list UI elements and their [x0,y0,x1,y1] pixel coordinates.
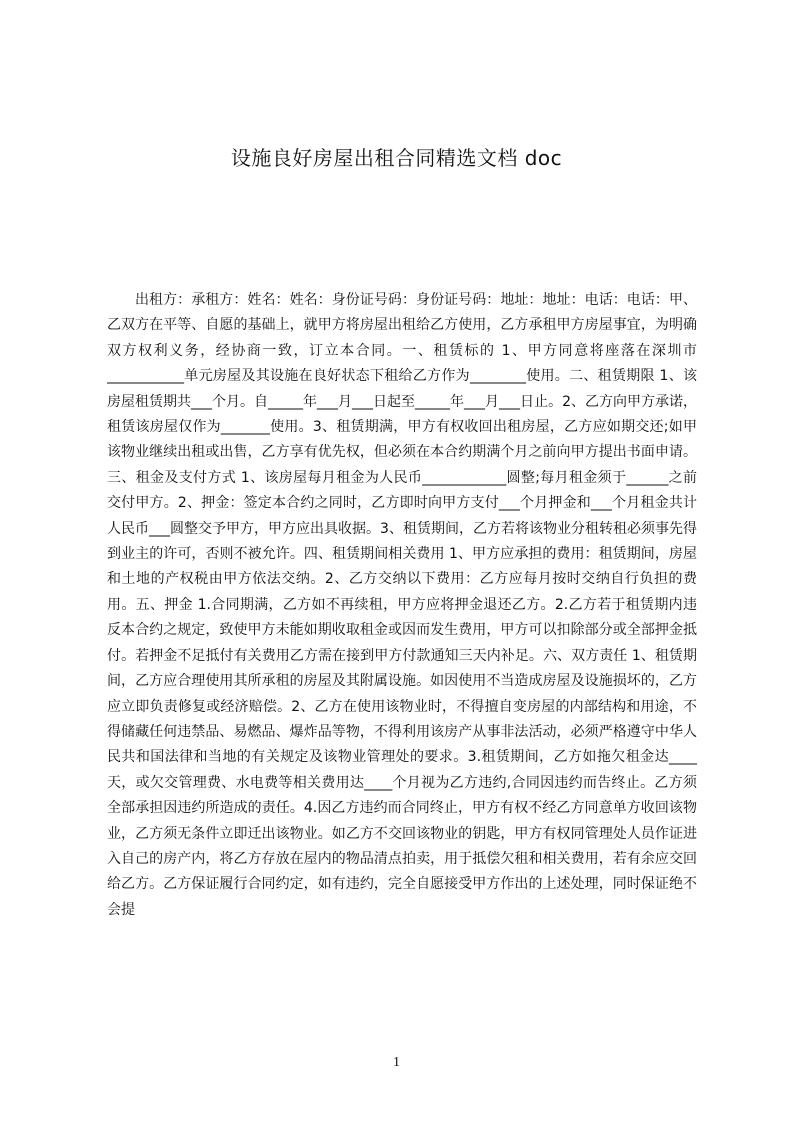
document-title: 设施良好房屋出租合同精选文档 doc [230,146,563,170]
document-body [107,288,697,1028]
page-number: 1 [393,1055,400,1070]
body-paragraph: 出租方：承租方：姓名：姓名：身份证号码：身份证号码：地址：地址：电话：电话：甲、乙双方在平等、自愿的基础上，就甲方将房屋出租给乙方使用，乙方承租甲方房屋事宜，为明确双方权利义务，经协商一致，订立本合同。一、租赁标的 1、甲方同意将座落在深圳市___________单元房屋及其设施在良好状态下租给乙方作为________使用。二、租赁期限 1、该房屋租赁期共___个月。自_____年___月___日起至_____年___月___日止。2、乙方向甲方承诺，租赁该房屋仅作为_______使用。3、租赁期满，甲方有权收回出租房屋，乙方应如期交还;如甲该物业继续出租或出售，乙方享有优先权，但必须在本合约期满个月之前向甲方提出书面申请。三、租金及支付方式 1、该房屋每月租金为人民币____________圆整;每月租金须于______之前交付甲方。2、押金：签定本合约之同时，乙方即时向甲方支付___个月押金和___个月租金共计人民币___圆整交予甲方，甲方应出具收据。3、租赁期间，乙方若将该物业分租转租必须事先得到业主的许可，否则不被允许。四、租赁期间相关费用 1、甲方应承担的费用：租赁期间，房屋和土地的产权税由甲方依法交纳。2、乙方交纳以下费用：乙方应每月按时交纳自行负担的费用。五、押金 1.合同期满，乙方如不再续租，甲方应将押金退还乙方。2.乙方若于租赁期内违反本合约之规定，致使甲方未能如期收取租金或因而发生费用，甲方可以扣除部分或全部押金抵付。若押金不足抵付有关费用乙方需在接到甲方付款通知三天内补足。六、双方责任 1、租赁期间，乙方应合理使用其所承租的房屋及其附属设施。如因使用不当造成房屋及设施损坏的，乙方应立即负责修复或经济赔偿。2、乙方在使用该物业时，不得擅自变房屋的内部结构和用途，不得储藏任何违禁品、易燃品、爆炸品等物，不得利用该房产从事非法活动，必须严格遵守中华人民共和国法律和当地的有关规定及该物业管理处的要求。3.租赁期间，乙方如拖欠租金达____天，或欠交管理费、水电费等相关费用达____个月视为乙方违约,合同因违约而告终止。乙方须全部承担因违约所造成的责任。4.因乙方违约而合同终止，甲方有权不经乙方同意单方收回该物业，乙方须无条件立即迁出该物业。如乙方不交回该物业的钥匙，甲方有权同管理处人员作证进入自己的房产内，将乙方存放在屋内的物品清点拍卖，用于抵偿欠租和相关费用，若有余应交回给乙方。乙方保证履行合同约定，如有违约，完全自愿接受甲方作出的上述处理，同时保证绝不会提 [107,292,697,918]
